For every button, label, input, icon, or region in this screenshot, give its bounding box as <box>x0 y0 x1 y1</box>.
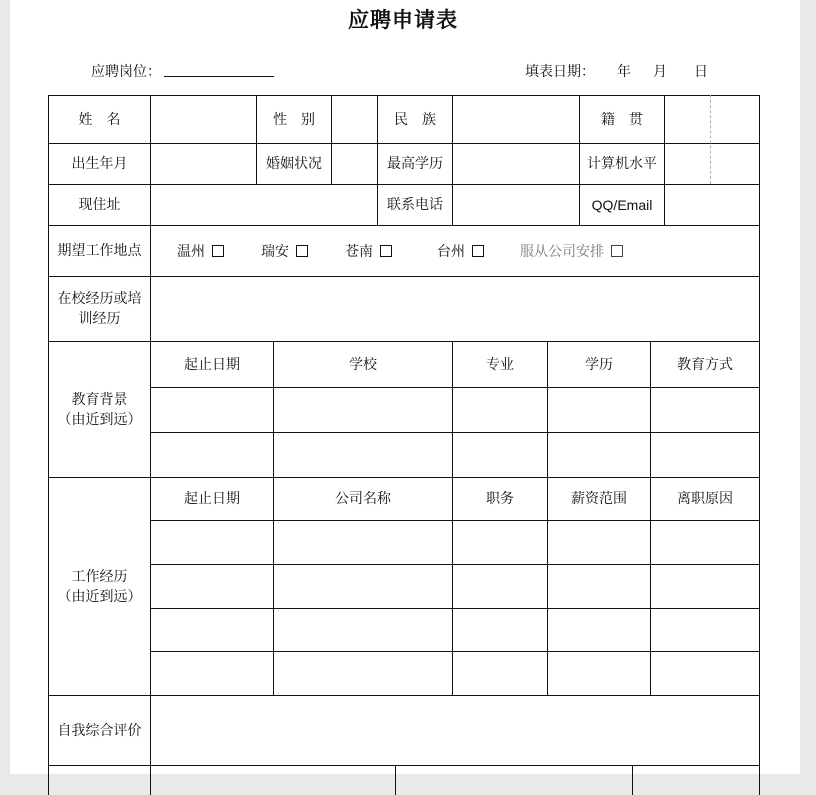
education-cell[interactable] <box>273 387 452 432</box>
post-input-line[interactable] <box>164 76 274 77</box>
marital-label: 婚姻状况 <box>256 143 331 184</box>
education-cell[interactable] <box>650 387 760 432</box>
work-cell[interactable] <box>547 651 650 695</box>
education-col-degree: 学历 <box>547 341 650 387</box>
post-label: 应聘岗位： <box>91 64 161 80</box>
qq-email-field[interactable] <box>664 184 760 225</box>
qq-email-label: QQ/Email <box>579 184 664 225</box>
work-col-dates: 起止日期 <box>150 477 273 520</box>
education-col-major: 专业 <box>452 341 547 387</box>
next-row-cell[interactable] <box>150 765 395 795</box>
next-row-cell[interactable] <box>632 765 760 795</box>
work-cell[interactable] <box>150 651 273 695</box>
work-cell[interactable] <box>273 608 452 651</box>
work-experience-label-line2: （由近到远） <box>57 588 142 605</box>
birth-field[interactable] <box>150 143 256 184</box>
location-option-label: 瑞安 <box>261 243 289 260</box>
location-option-taizhou[interactable] <box>437 241 484 261</box>
gender-label: 性 别 <box>256 95 331 143</box>
date-day-label: 日 <box>694 64 708 80</box>
work-cell[interactable] <box>452 520 547 564</box>
checkbox-icon[interactable] <box>611 245 623 257</box>
name-field[interactable] <box>150 95 256 143</box>
location-option-label: 温州 <box>177 243 205 260</box>
work-cell[interactable] <box>547 520 650 564</box>
work-cell[interactable] <box>150 608 273 651</box>
training-label-line2: 训经历 <box>78 311 121 327</box>
location-option-ruian[interactable] <box>261 241 308 261</box>
training-label-line1: 在校经历或培 <box>57 291 142 307</box>
self-evaluation-field[interactable] <box>150 695 760 765</box>
birth-label: 出生年月 <box>48 143 150 184</box>
work-cell[interactable] <box>150 520 273 564</box>
education-background-label <box>48 341 150 477</box>
education-col-school: 学校 <box>273 341 452 387</box>
work-cell[interactable] <box>650 608 760 651</box>
training-field[interactable] <box>150 276 760 341</box>
checkbox-icon[interactable] <box>380 245 392 257</box>
marital-field[interactable] <box>331 143 377 184</box>
work-cell[interactable] <box>273 520 452 564</box>
education-cell[interactable] <box>650 432 760 477</box>
date-label: 填表日期： <box>525 64 595 80</box>
work-col-leave-reason: 离职原因 <box>650 477 760 520</box>
location-option-wenzhou[interactable] <box>177 241 224 261</box>
date-year-label: 年 <box>617 64 631 80</box>
location-label: 期望工作地点 <box>48 225 150 276</box>
location-option-cangnan[interactable] <box>345 241 392 261</box>
location-option-label: 服从公司安排 <box>520 243 604 260</box>
page-title: 应聘申请表 <box>348 7 458 32</box>
work-col-salary: 薪资范围 <box>547 477 650 520</box>
viewer-left-margin <box>0 0 10 774</box>
checkbox-icon[interactable] <box>296 245 308 257</box>
education-label: 最高学历 <box>377 143 452 184</box>
location-options <box>48 225 760 276</box>
work-cell[interactable] <box>452 651 547 695</box>
work-cell[interactable] <box>452 608 547 651</box>
ethnicity-label: 民 族 <box>377 95 452 143</box>
next-row-label <box>48 765 150 795</box>
education-col-mode: 教育方式 <box>650 341 760 387</box>
phone-field[interactable] <box>452 184 579 225</box>
work-experience-label <box>48 477 150 695</box>
work-cell[interactable] <box>547 608 650 651</box>
education-field[interactable] <box>452 143 579 184</box>
next-row-cell[interactable] <box>395 765 632 795</box>
work-cell[interactable] <box>650 651 760 695</box>
training-label <box>48 276 150 341</box>
education-cell[interactable] <box>150 387 273 432</box>
work-cell[interactable] <box>273 651 452 695</box>
gender-field[interactable] <box>331 95 377 143</box>
education-cell[interactable] <box>273 432 452 477</box>
work-cell[interactable] <box>650 564 760 608</box>
hometown-label: 籍 贯 <box>579 95 664 143</box>
education-col-dates: 起止日期 <box>150 341 273 387</box>
computer-level-label: 计算机水平 <box>579 143 664 184</box>
work-cell[interactable] <box>273 564 452 608</box>
education-cell[interactable] <box>150 432 273 477</box>
work-col-company: 公司名称 <box>273 477 452 520</box>
address-field[interactable] <box>150 184 377 225</box>
date-month-label: 月 <box>653 64 667 80</box>
checkbox-icon[interactable] <box>212 245 224 257</box>
work-cell[interactable] <box>650 520 760 564</box>
education-cell[interactable] <box>452 387 547 432</box>
address-label: 现住址 <box>48 184 150 225</box>
checkbox-icon[interactable] <box>472 245 484 257</box>
location-option-label: 台州 <box>437 243 465 260</box>
work-cell[interactable] <box>547 564 650 608</box>
work-cell[interactable] <box>150 564 273 608</box>
photo-guide-line <box>710 95 711 184</box>
education-background-label-line2: （由近到远） <box>57 411 142 428</box>
work-experience-label-line1: 工作经历 <box>71 568 128 585</box>
computer-level-field[interactable] <box>664 143 760 184</box>
education-background-label-line1: 教育背景 <box>71 391 128 408</box>
location-option-company-assign[interactable] <box>520 241 623 261</box>
phone-label: 联系电话 <box>377 184 452 225</box>
education-cell[interactable] <box>547 432 650 477</box>
self-evaluation-label: 自我综合评价 <box>48 695 150 765</box>
education-cell[interactable] <box>452 432 547 477</box>
name-label: 姓 名 <box>48 95 150 143</box>
work-col-position: 职务 <box>452 477 547 520</box>
application-form-table <box>48 95 760 795</box>
hometown-field[interactable] <box>664 95 760 143</box>
ethnicity-field[interactable] <box>452 95 579 143</box>
education-cell[interactable] <box>547 387 650 432</box>
location-option-label: 苍南 <box>345 243 373 260</box>
work-cell[interactable] <box>452 564 547 608</box>
